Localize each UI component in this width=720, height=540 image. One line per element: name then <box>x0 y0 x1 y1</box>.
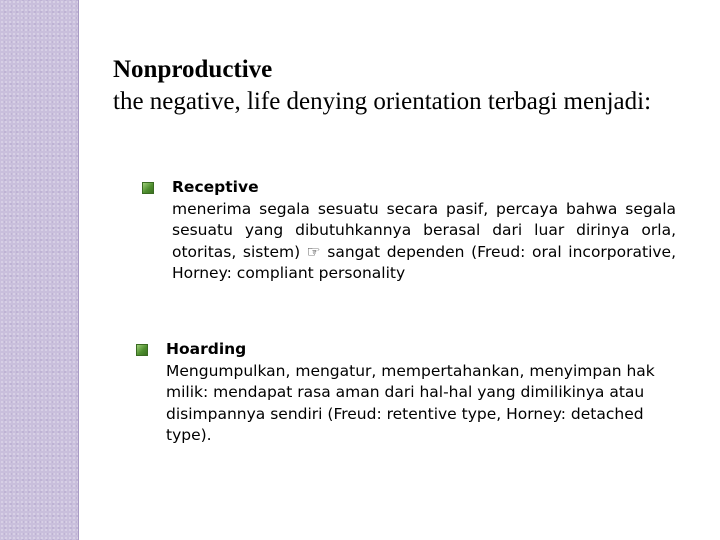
bullet-title: Receptive <box>172 178 259 196</box>
decorative-sidebar <box>0 0 79 540</box>
square-bullet-icon <box>136 344 148 356</box>
bullet-text <box>172 199 676 285</box>
bullet-text-part: menerima segala sesuatu secara pasif, percaya bahwa segala sesuatu yang dibutuhkannya berasal dari luar dirinya orla, otoritas, sistem) <box>172 199 676 261</box>
bullet-title: Hoarding <box>166 340 247 358</box>
square-bullet-icon <box>142 182 154 194</box>
bullet-text-part: sangat dependen (Freud: oral incorporative, Horney: compliant personality <box>172 242 677 282</box>
pointing-hand-icon: ☞ <box>306 242 321 261</box>
slide-subtitle: the negative, life denying orientation terbagi menjadi: <box>113 88 652 115</box>
slide-heading: Nonproductive <box>113 56 273 83</box>
slide-title-block <box>113 54 693 118</box>
bullet-hoarding <box>166 339 678 447</box>
bullet-text: Mengumpulkan, mengatur, mempertahankan, menyimpan hak milik: mendapat rasa aman dari hal-hal yang dimilikinya atau disimpannya sendiri (Freud: retentive type, Horney: detached type). <box>166 361 655 444</box>
bullet-receptive <box>172 177 676 285</box>
